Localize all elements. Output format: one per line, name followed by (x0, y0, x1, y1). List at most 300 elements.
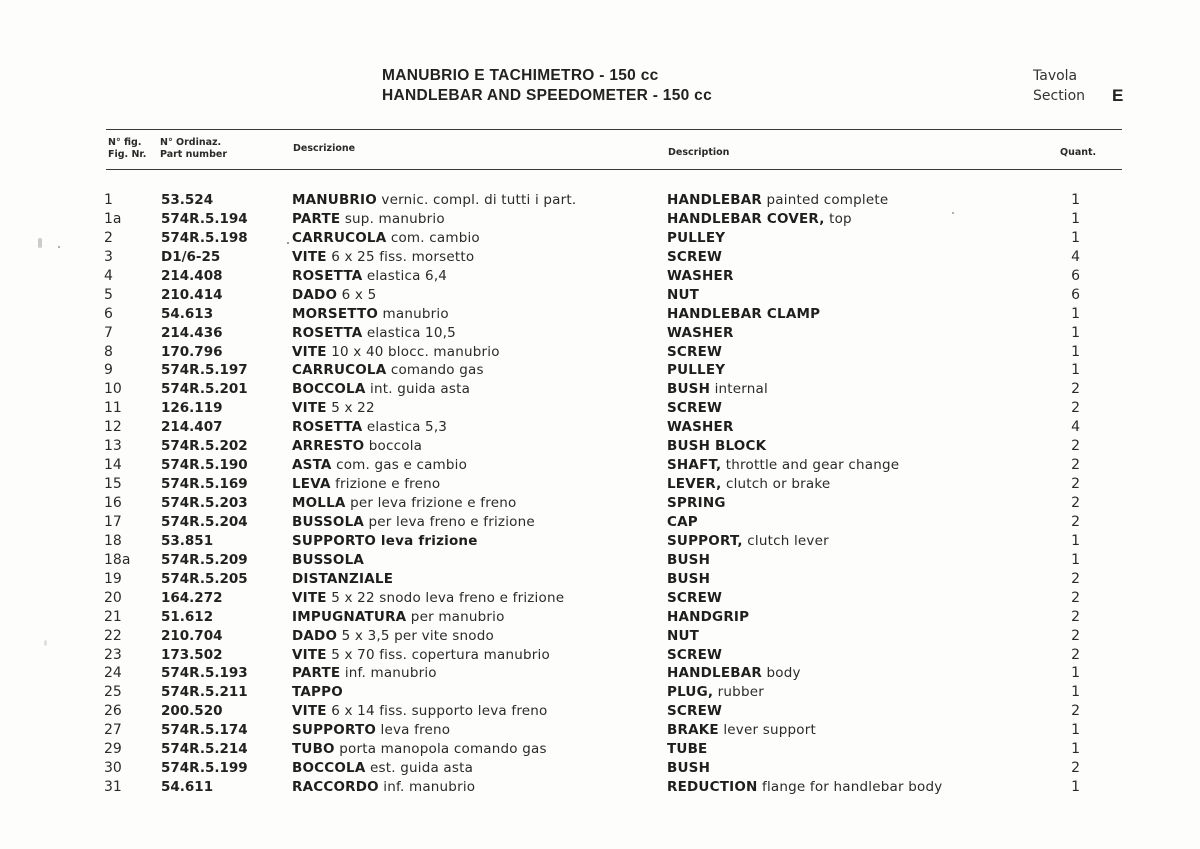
scan-speck (287, 242, 289, 244)
description-italian (292, 380, 470, 399)
description-english (667, 210, 852, 229)
description-italian (292, 740, 547, 759)
description-english-name: HANDLEBAR (667, 192, 763, 208)
description-italian (292, 551, 364, 570)
description-english-name: WASHER (667, 419, 734, 436)
fig-number: 17 (104, 513, 122, 530)
description-english (667, 532, 829, 551)
column-header-part-number (160, 137, 227, 161)
description-english (667, 759, 710, 778)
description-italian-detail: per leva freno e frizione (364, 513, 535, 530)
description-italian-name: DADO (292, 627, 338, 644)
description-english-name: SCREW (667, 589, 723, 606)
description-italian (292, 361, 484, 380)
description-italian-detail: leva freno (376, 722, 451, 739)
description-italian-detail: elastica 10,5 (362, 324, 456, 341)
description-italian-detail: frizione e freno (330, 476, 441, 493)
scan-speck (952, 212, 954, 214)
description-italian-name: VITE (292, 589, 327, 606)
description-italian-detail: 10 x 40 blocc. manubrio (326, 343, 500, 360)
table-row (0, 664, 1200, 683)
table-row (0, 361, 1200, 380)
part-number: 574R.5.198 (161, 229, 248, 246)
description-english-name: REDUCTION (667, 779, 758, 796)
description-italian-detail: elastica 6,4 (362, 267, 448, 284)
description-italian-detail: per leva frizione e freno (345, 495, 517, 511)
description-english (667, 664, 801, 683)
description-italian-name: VITE (292, 400, 327, 417)
quantity: 4 (1071, 248, 1080, 265)
description-italian-name: DISTANZIALE (292, 570, 394, 587)
description-english (667, 740, 707, 759)
description-italian-detail: 6 x 5 (337, 286, 377, 303)
description-italian-name: ROSETTA (292, 267, 363, 284)
description-italian (292, 437, 422, 456)
column-header-fig-it: N° fig. (108, 137, 142, 148)
quantity: 4 (1071, 419, 1080, 436)
table-row (0, 532, 1200, 551)
scan-speck (38, 238, 42, 248)
description-english-detail: clutch or brake (721, 476, 831, 493)
fig-number: 27 (104, 722, 122, 739)
table-row (0, 286, 1200, 305)
column-header-fig (108, 137, 146, 161)
quantity: 1 (1071, 741, 1080, 758)
description-english-name: WASHER (667, 267, 734, 284)
part-number: 574R.5.204 (161, 513, 248, 530)
table-row (0, 570, 1200, 589)
quantity: 1 (1071, 343, 1080, 360)
description-italian (292, 494, 516, 513)
description-italian-detail: com. cambio (386, 229, 480, 246)
part-number: 214.436 (161, 324, 223, 341)
part-number: 574R.5.202 (161, 438, 248, 455)
part-number: 574R.5.203 (161, 495, 248, 511)
description-english (667, 267, 734, 286)
quantity: 2 (1071, 627, 1080, 644)
table-row (0, 778, 1200, 797)
description-english (667, 608, 749, 627)
description-italian (292, 399, 375, 418)
section-label (1033, 66, 1085, 106)
description-italian-name: LEVA (292, 476, 331, 493)
quantity: 2 (1071, 495, 1080, 511)
table-row (0, 759, 1200, 778)
description-italian (292, 532, 478, 551)
description-english (667, 702, 722, 721)
table-row (0, 399, 1200, 418)
description-italian-detail: vernic. compl. di tutti i part. (376, 192, 577, 208)
description-english (667, 589, 722, 608)
part-number: D1/6-25 (161, 248, 221, 265)
header-bottom-rule (106, 169, 1122, 170)
description-italian-detail: 5 x 70 fiss. copertura manubrio (326, 646, 550, 663)
description-italian-name: BUSSOLA (292, 513, 365, 530)
description-italian (292, 248, 474, 267)
fig-number: 14 (104, 457, 122, 474)
part-number: 574R.5.174 (161, 722, 248, 739)
title-english: HANDLEBAR AND SPEEDOMETER - 150 cc (382, 87, 713, 104)
description-english (667, 343, 722, 362)
description-italian-detail: com. gas e cambio (331, 457, 468, 474)
description-english-name: SUPPORT, (667, 532, 743, 549)
table-row (0, 456, 1200, 475)
quantity: 2 (1071, 608, 1080, 625)
description-english-detail: top (824, 210, 852, 227)
description-english (667, 646, 722, 665)
table-row (0, 646, 1200, 665)
description-english (667, 627, 699, 646)
fig-number: 16 (104, 495, 122, 511)
description-italian-name: ASTA (292, 457, 332, 474)
description-italian-name: VITE (292, 343, 327, 360)
fig-number: 21 (104, 608, 122, 625)
quantity: 1 (1071, 779, 1080, 796)
description-italian (292, 646, 550, 665)
quantity: 2 (1071, 646, 1080, 663)
quantity: 2 (1071, 513, 1080, 530)
table-row (0, 191, 1200, 210)
description-english-name: BRAKE (667, 722, 719, 739)
scan-speck (44, 640, 47, 646)
description-english-name: CAP (667, 513, 698, 530)
description-italian-name: ROSETTA (292, 419, 363, 436)
quantity: 6 (1071, 286, 1080, 303)
fig-number: 12 (104, 419, 122, 436)
table-row (0, 494, 1200, 513)
fig-number: 11 (104, 400, 122, 417)
description-english (667, 570, 710, 589)
part-number: 574R.5.197 (161, 362, 248, 379)
description-english (667, 475, 830, 494)
table-row (0, 608, 1200, 627)
part-number: 574R.5.205 (161, 570, 248, 587)
description-italian (292, 418, 447, 437)
part-number: 574R.5.209 (161, 551, 248, 568)
column-header-fig-en: Fig. Nr. (108, 149, 147, 160)
fig-number: 9 (104, 362, 113, 379)
fig-number: 31 (104, 779, 122, 796)
table-row (0, 210, 1200, 229)
quantity: 2 (1071, 457, 1080, 474)
description-english-name: HANDLEBAR (667, 665, 763, 682)
part-number: 200.520 (161, 703, 223, 720)
description-english-name: HANDLEBAR CLAMP (667, 305, 821, 322)
part-number: 51.612 (161, 608, 214, 625)
description-english-name: BUSH (667, 570, 711, 587)
table-row (0, 702, 1200, 721)
part-number: 210.704 (161, 627, 223, 644)
part-number: 574R.5.201 (161, 381, 248, 398)
table-row (0, 721, 1200, 740)
description-english-name: HANDGRIP (667, 608, 750, 625)
description-italian (292, 570, 393, 589)
table-row (0, 589, 1200, 608)
description-italian-name: TUBO (292, 741, 335, 758)
fig-number: 1a (104, 210, 122, 227)
part-number: 53.851 (161, 532, 214, 549)
fig-number: 18 (104, 532, 122, 549)
quantity: 2 (1071, 760, 1080, 777)
part-number: 574R.5.211 (161, 684, 248, 701)
description-italian-name: PARTE (292, 665, 341, 682)
description-italian-detail: 5 x 3,5 per vite snodo (337, 627, 494, 644)
fig-number: 15 (104, 476, 122, 493)
description-english-name: SCREW (667, 703, 723, 720)
part-number: 574R.5.193 (161, 665, 248, 682)
fig-number: 2 (104, 229, 113, 246)
description-english (667, 437, 766, 456)
quantity: 2 (1071, 381, 1080, 398)
table-row (0, 551, 1200, 570)
fig-number: 30 (104, 760, 122, 777)
description-italian (292, 324, 456, 343)
description-italian-detail: elastica 5,3 (362, 419, 448, 436)
fig-number: 25 (104, 684, 122, 701)
description-italian-name: MORSETTO (292, 305, 379, 322)
quantity: 2 (1071, 703, 1080, 720)
description-english (667, 683, 764, 702)
description-english-name: TUBE (667, 741, 708, 758)
fig-number: 23 (104, 646, 122, 663)
description-english-name: BUSH BLOCK (667, 438, 767, 455)
description-italian-name: CARRUCOLA (292, 229, 387, 246)
description-italian (292, 627, 494, 646)
description-italian-name: PARTE (292, 210, 341, 227)
description-english (667, 513, 698, 532)
description-english-detail: clutch lever (742, 532, 829, 549)
quantity: 2 (1071, 400, 1080, 417)
description-italian (292, 456, 467, 475)
fig-number: 4 (104, 267, 113, 284)
description-italian (292, 721, 450, 740)
part-number: 574R.5.190 (161, 457, 248, 474)
description-italian (292, 475, 440, 494)
column-header-part-en: Part number (160, 149, 228, 160)
description-english-name: NUT (667, 286, 700, 303)
description-english-name: SHAFT, (667, 457, 722, 474)
part-number: 214.408 (161, 267, 223, 284)
description-italian (292, 608, 505, 627)
part-number: 214.407 (161, 419, 223, 436)
description-english-detail: flange for handlebar body (757, 779, 943, 796)
column-header-quantity: Quant. (1060, 147, 1097, 158)
description-english (667, 418, 734, 437)
description-english (667, 229, 725, 248)
section-letter: E (1112, 86, 1124, 105)
description-english (667, 721, 816, 740)
description-italian (292, 778, 475, 797)
description-italian (292, 210, 445, 229)
part-number: 574R.5.214 (161, 741, 248, 758)
fig-number: 19 (104, 570, 122, 587)
description-italian-detail: 5 x 22 snodo leva freno e frizione (326, 589, 565, 606)
title-italian: MANUBRIO E TACHIMETRO - 150 cc (382, 67, 659, 84)
column-header-description: Description (668, 147, 730, 158)
fig-number: 20 (104, 589, 122, 606)
fig-number: 22 (104, 627, 122, 644)
parts-table (0, 191, 1200, 797)
fig-number: 5 (104, 286, 113, 303)
description-italian (292, 702, 548, 721)
description-italian-detail: 5 x 22 (326, 400, 375, 417)
fig-number: 8 (104, 343, 113, 360)
table-row (0, 229, 1200, 248)
description-english-detail: lever support (718, 722, 816, 739)
fig-number: 29 (104, 741, 122, 758)
table-row (0, 418, 1200, 437)
description-english-detail: painted complete (762, 192, 889, 208)
description-italian-name: SUPPORTO (292, 722, 377, 739)
description-english-name: SPRING (667, 495, 726, 511)
description-english-name: SCREW (667, 248, 723, 265)
description-italian (292, 229, 480, 248)
description-english (667, 286, 699, 305)
part-number: 164.272 (161, 589, 223, 606)
description-italian (292, 664, 437, 683)
description-italian-detail: 6 x 14 fiss. supporto leva freno (326, 703, 548, 720)
description-english (667, 380, 768, 399)
description-italian (292, 759, 473, 778)
fig-number: 1 (104, 192, 113, 208)
table-row (0, 740, 1200, 759)
description-english-name: SCREW (667, 343, 723, 360)
description-english (667, 494, 726, 513)
description-italian-detail: sup. manubrio (340, 210, 445, 227)
quantity: 1 (1071, 684, 1080, 701)
description-english-name: LEVER, (667, 476, 722, 493)
description-italian-name: BUSSOLA (292, 551, 365, 568)
description-italian-name: MANUBRIO (292, 192, 377, 208)
quantity: 2 (1071, 438, 1080, 455)
fig-number: 7 (104, 324, 113, 341)
table-row (0, 475, 1200, 494)
description-english-name: SCREW (667, 646, 723, 663)
fig-number: 10 (104, 381, 122, 398)
description-italian-detail: comando gas (386, 362, 484, 379)
section-label-english: Section (1033, 88, 1086, 104)
description-english-name: NUT (667, 627, 700, 644)
description-english (667, 456, 899, 475)
quantity: 1 (1071, 551, 1080, 568)
quantity: 1 (1071, 324, 1080, 341)
description-italian-name: TAPPO (292, 684, 343, 701)
description-italian-name: VITE (292, 703, 327, 720)
table-row (0, 248, 1200, 267)
part-number: 574R.5.169 (161, 476, 248, 493)
quantity: 1 (1071, 532, 1080, 549)
description-english-name: PULLEY (667, 229, 726, 246)
description-italian (292, 286, 376, 305)
page-title (382, 66, 712, 106)
part-number: 126.119 (161, 400, 223, 417)
description-english-detail: throttle and gear change (721, 457, 900, 474)
description-italian-name: DADO (292, 286, 338, 303)
description-italian (292, 191, 576, 210)
description-english (667, 324, 734, 343)
description-italian-detail: 6 x 25 fiss. morsetto (326, 248, 475, 265)
description-english (667, 248, 722, 267)
column-header-part-it: N° Ordinaz. (160, 137, 222, 148)
part-number: 574R.5.194 (161, 210, 248, 227)
part-number: 210.414 (161, 286, 223, 303)
table-row (0, 683, 1200, 702)
description-italian-name: BOCCOLA (292, 760, 366, 777)
description-english-name: SCREW (667, 400, 723, 417)
description-italian (292, 683, 343, 702)
table-row (0, 324, 1200, 343)
fig-number: 18a (104, 551, 131, 568)
description-italian-name: VITE (292, 248, 327, 265)
fig-number: 24 (104, 665, 122, 682)
description-english (667, 399, 722, 418)
description-italian-detail: est. guida asta (365, 760, 474, 777)
description-italian (292, 305, 449, 324)
table-row (0, 380, 1200, 399)
description-english-name: BUSH (667, 381, 711, 398)
quantity: 1 (1071, 722, 1080, 739)
description-english (667, 551, 710, 570)
description-english (667, 778, 942, 797)
description-english (667, 361, 725, 380)
description-italian (292, 267, 447, 286)
quantity: 1 (1071, 210, 1080, 227)
description-english (667, 305, 820, 324)
quantity: 2 (1071, 570, 1080, 587)
part-number: 173.502 (161, 646, 223, 663)
quantity: 2 (1071, 589, 1080, 606)
header-top-rule (106, 129, 1122, 130)
quantity: 1 (1071, 665, 1080, 682)
quantity: 1 (1071, 362, 1080, 379)
fig-number: 13 (104, 438, 122, 455)
table-row (0, 513, 1200, 532)
description-italian-detail: porta manopola comando gas (334, 741, 547, 758)
description-italian-name: VITE (292, 646, 327, 663)
description-italian-name: ROSETTA (292, 324, 363, 341)
description-italian-detail: inf. manubrio (340, 665, 437, 682)
quantity: 6 (1071, 267, 1080, 284)
description-italian-detail: int. guida asta (365, 381, 471, 398)
description-english-name: PULLEY (667, 362, 726, 379)
scan-speck (58, 246, 60, 248)
description-italian-name: ARRESTO (292, 438, 365, 455)
part-number: 53.524 (161, 192, 214, 208)
description-italian (292, 589, 564, 608)
part-number: 54.613 (161, 305, 214, 322)
column-header-descrizione: Descrizione (293, 143, 356, 154)
description-english-name: WASHER (667, 324, 734, 341)
description-italian (292, 513, 535, 532)
part-number: 574R.5.199 (161, 760, 248, 777)
description-english-name: BUSH (667, 760, 711, 777)
part-number: 170.796 (161, 343, 223, 360)
fig-number: 6 (104, 305, 113, 322)
description-italian (292, 343, 500, 362)
table-row (0, 343, 1200, 362)
description-english (667, 191, 888, 210)
description-english-detail: rubber (713, 684, 764, 701)
quantity: 1 (1071, 229, 1080, 246)
section-label-italian: Tavola (1033, 68, 1078, 84)
fig-number: 26 (104, 703, 122, 720)
fig-number: 3 (104, 248, 113, 265)
quantity: 1 (1071, 305, 1080, 322)
quantity: 2 (1071, 476, 1080, 493)
description-italian-name: RACCORDO (292, 779, 379, 796)
description-italian-detail: inf. manubrio (378, 779, 476, 796)
description-english-detail: internal (710, 381, 768, 398)
